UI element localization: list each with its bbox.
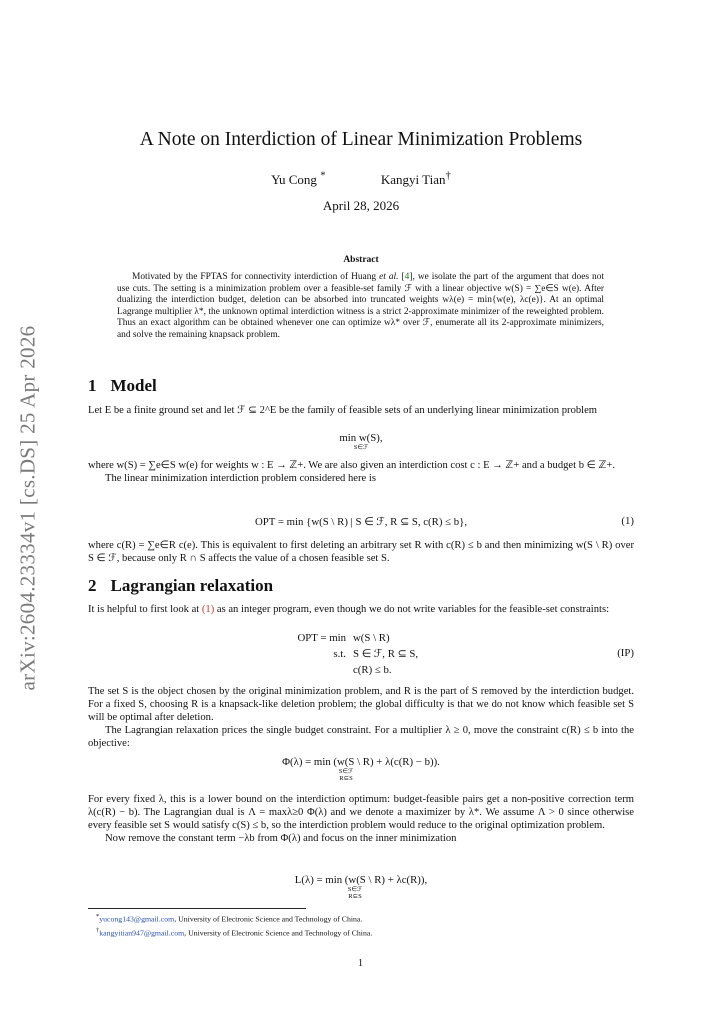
model-paragraph-3: where c(R) = ∑e∈R c(e). This is equivalent to first deleting an arbitrary set R with c(R) ≤ b and then minimizing w(S \ R) over S ∈ ℱ, because only R ∩ S affects the value of a chosen feasible set S. [88,540,634,564]
arxiv-side-stamp [13,318,43,698]
footnote-2: †kangyitian947@gmail.com, University of Electronic Science and Technology of China. [96,926,373,938]
lagrangian-paragraph-3: For every fixed λ, this is a lower bound on the interdiction optimum: budget-feasible pairs get a non-positive correction term λ(c(R) − b). The Lagrangian dual is Λ = maxλ≥0 Φ(λ) and we denote a maximizer by λ*. We assume Λ > 0 since otherwise every feasible set S would satisfy c(S) ≤ b, so the interdiction problem would reduce to the original optimization problem. Now remove the constant term −λb from Φ(λ) and focus on the inner minimization [88,794,634,844]
equation-L: L(λ) = min (w(S \ R) + λc(R)), S∈ℱ R⊆S [294,874,428,900]
author-2-mark: † [445,170,451,182]
footnotes [96,911,372,938]
author-1: Yu Cong * [271,170,326,188]
author-1-mark: * [320,170,326,182]
paper-title: A Note on Interdiction of Linear Minimization Problems [139,129,583,150]
paper-date: April 28, 2026 [322,198,400,213]
page-number: 1 [357,958,364,969]
ip-label: (IP) [617,647,634,659]
abstract-heading: Abstract [343,255,379,265]
author-2: Kangyi Tian† [380,170,451,188]
integer-program: OPT = min w(S \ R) s.t. S ∈ ℱ, R ⊆ S, c(R) ≤ b. [297,632,419,676]
model-paragraph-2: where w(S) = ∑e∈S w(e) for weights w : E → ℤ+. We are also given an interdiction cost c : E → ℤ+ and a budget b ∈ ℤ+. The linear minimization interdiction problem considered here is [88,460,616,484]
email-link-1[interactable]: yucong143@gmail.com [99,914,175,924]
abstract-body: Motivated by the FPTAS for connectivity interdiction of Huang et al. [4], we isolate the part of the argument that does not use cuts. The setting is a minimization problem over a feasible-set family ℱ with a linear objective w(S) = ∑e∈S w(e). After dualizing the interdiction budget, deletion can be absorbed into truncated weights wλ(e) = min{w(e), λc(e)}. At an optimal Lagrange multiplier λ*, the unknown optimal interdiction witness is a strict 2-approximate minimizer of the reweighted problem. Thus an exact algorithm can be obtained whenever one can optimize wλ* over ℱ, enumerate all its 2-approximate minimizers, and solve the remaining knapsack problem. [117,272,605,340]
author-list [88,170,634,188]
equation-phi: Φ(λ) = min (w(S \ R) + λ(c(R) − b)). S∈ℱ R⊆S [282,756,440,782]
email-link-2[interactable]: kangyitian947@gmail.com [99,928,185,938]
arxiv-identifier: arXiv:2604.23334v1 [cs.DS] 25 Apr 2026 [15,325,40,691]
citation-link[interactable]: 4 [404,272,410,282]
footnote-1: *yucong143@gmail.com, University of Electronic Science and Technology of China. [96,913,363,924]
footnote-rule [88,908,306,909]
model-paragraph-1: Let E be a finite ground set and let ℱ ⊆ 2^E be the family of feasible sets of an underlying linear minimization problem [88,405,598,416]
section-heading-model: 1 Model [88,376,157,395]
equation-ref-link[interactable]: (1) [201,604,215,615]
equation-1-number: (1) [621,515,634,527]
section-heading-lagrangian: 2 Lagrangian relaxation [88,576,274,595]
lagrangian-paragraph-2: The set S is the object chosen by the original minimization problem, and R is the part of S removed by the interdiction budget. For a fixed S, choosing R is a knapsack-like deletion problem; the global difficulty is that we do not know which feasible set S will be optimal after deletion. The Lagrangian relaxation prices the single budget constraint. For a multiplier λ ≥ 0, move the constraint c(R) ≤ b into the objective: [88,686,634,749]
lagrangian-paragraph-1: It is helpful to first look at (1) as an integer program, even though we do not write variables for the feasible-set constraints: [88,604,610,615]
equation-1: OPT = min {w(S \ R) | S ∈ ℱ, R ⊆ S, c(R) ≤ b}, [254,516,468,528]
equation-min: min w(S), S∈ℱ [339,432,383,451]
